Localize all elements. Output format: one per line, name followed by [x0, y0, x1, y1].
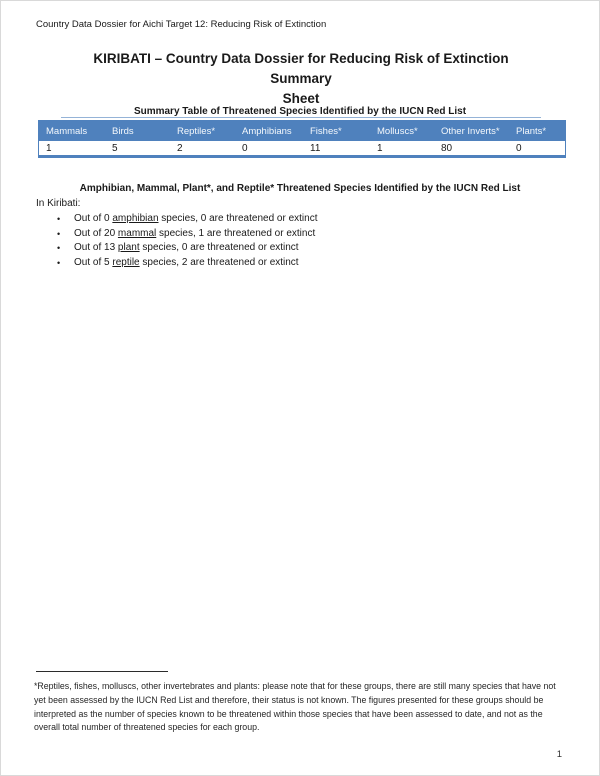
bullet-mammal-prefix: Out of 20	[74, 227, 118, 239]
column-header-amphibians: Amphibians	[235, 121, 303, 142]
bullet-amphibian	[57, 212, 564, 227]
value-birds: 5	[105, 142, 170, 157]
bullet-amphibian-prefix: Out of 0	[74, 213, 113, 224]
column-header-other-inverts: Other Inverts*	[434, 121, 509, 142]
bullet-dot-icon: •	[57, 228, 61, 239]
column-header-plants: Plants*	[509, 121, 565, 142]
bullet-dot-icon: •	[57, 214, 61, 224]
column-header-molluscs: Molluscs*	[370, 121, 434, 142]
bullet-mammal-term: mammal	[117, 227, 157, 239]
value-mammals: 1	[39, 142, 105, 157]
species-section-heading: Amphibian, Mammal, Plant*, and Reptile* Threatened Species Identified by the IUCN Red List	[79, 183, 521, 194]
column-header-fishes: Fishes*	[303, 121, 370, 142]
bullet-plant-prefix: Out of 13	[74, 242, 118, 253]
bullet-plant	[57, 241, 564, 256]
running-header: Country Data Dossier for Aichi Target 12: Reducing Risk of Extinction	[36, 19, 327, 30]
bullet-reptile-term: reptile	[112, 256, 140, 268]
intro-line: In Kiribati:	[36, 198, 81, 209]
value-molluscs: 1	[370, 142, 434, 157]
column-header-reptiles: Reptiles*	[170, 121, 235, 142]
page-number: 1	[556, 749, 562, 760]
summary-table-caption: Summary Table of Threatened Species Identified by the IUCN Red List	[133, 106, 467, 117]
table-data-row	[39, 142, 565, 157]
bullet-reptile-suffix: species, 2 are threatened or extinct	[139, 256, 299, 268]
bullet-amphibian-term: amphibian	[112, 213, 159, 224]
bullet-plant-suffix: species, 0 are threatened or extinct	[139, 242, 299, 253]
species-bullet-list	[57, 212, 564, 270]
column-header-birds: Birds	[105, 121, 170, 142]
bullet-dot-icon: •	[57, 257, 61, 268]
value-reptiles: 2	[170, 142, 235, 157]
value-plants: 0	[509, 142, 565, 157]
value-fishes: 11	[303, 142, 370, 157]
bullet-reptile	[57, 256, 564, 271]
document-title-line2: Sheet	[282, 91, 320, 106]
bullet-reptile-prefix: Out of 5	[74, 256, 113, 268]
bullet-mammal	[57, 227, 564, 242]
table-header-row	[39, 121, 565, 142]
footnote-separator-line	[36, 671, 168, 672]
bullet-amphibian-suffix: species, 0 are threatened or extinct	[158, 213, 318, 224]
threatened-species-summary-table	[38, 120, 566, 158]
footnote-text: *Reptiles, fishes, molluscs, other invertebrates and plants: please note that for these groups, there are still many species that have not yet been assessed by the IUCN Red List and therefore, their status is not known. The figures presented for these groups should be interpreted as the number of species known to be threatened within those species that have been assessed to date, and not as the overall total number of threatened species for each group.	[34, 681, 556, 733]
value-other-inverts: 80	[434, 142, 509, 157]
bullet-plant-term: plant	[117, 242, 140, 253]
document-title-line1: KIRIBATI – Country Data Dossier for Reducing Risk of Extinction Summary	[93, 51, 509, 86]
bullet-dot-icon: •	[57, 243, 61, 253]
bullet-mammal-suffix: species, 1 are threatened or extinct	[156, 227, 316, 239]
value-amphibians: 0	[235, 142, 303, 157]
column-header-mammals: Mammals	[39, 121, 105, 142]
